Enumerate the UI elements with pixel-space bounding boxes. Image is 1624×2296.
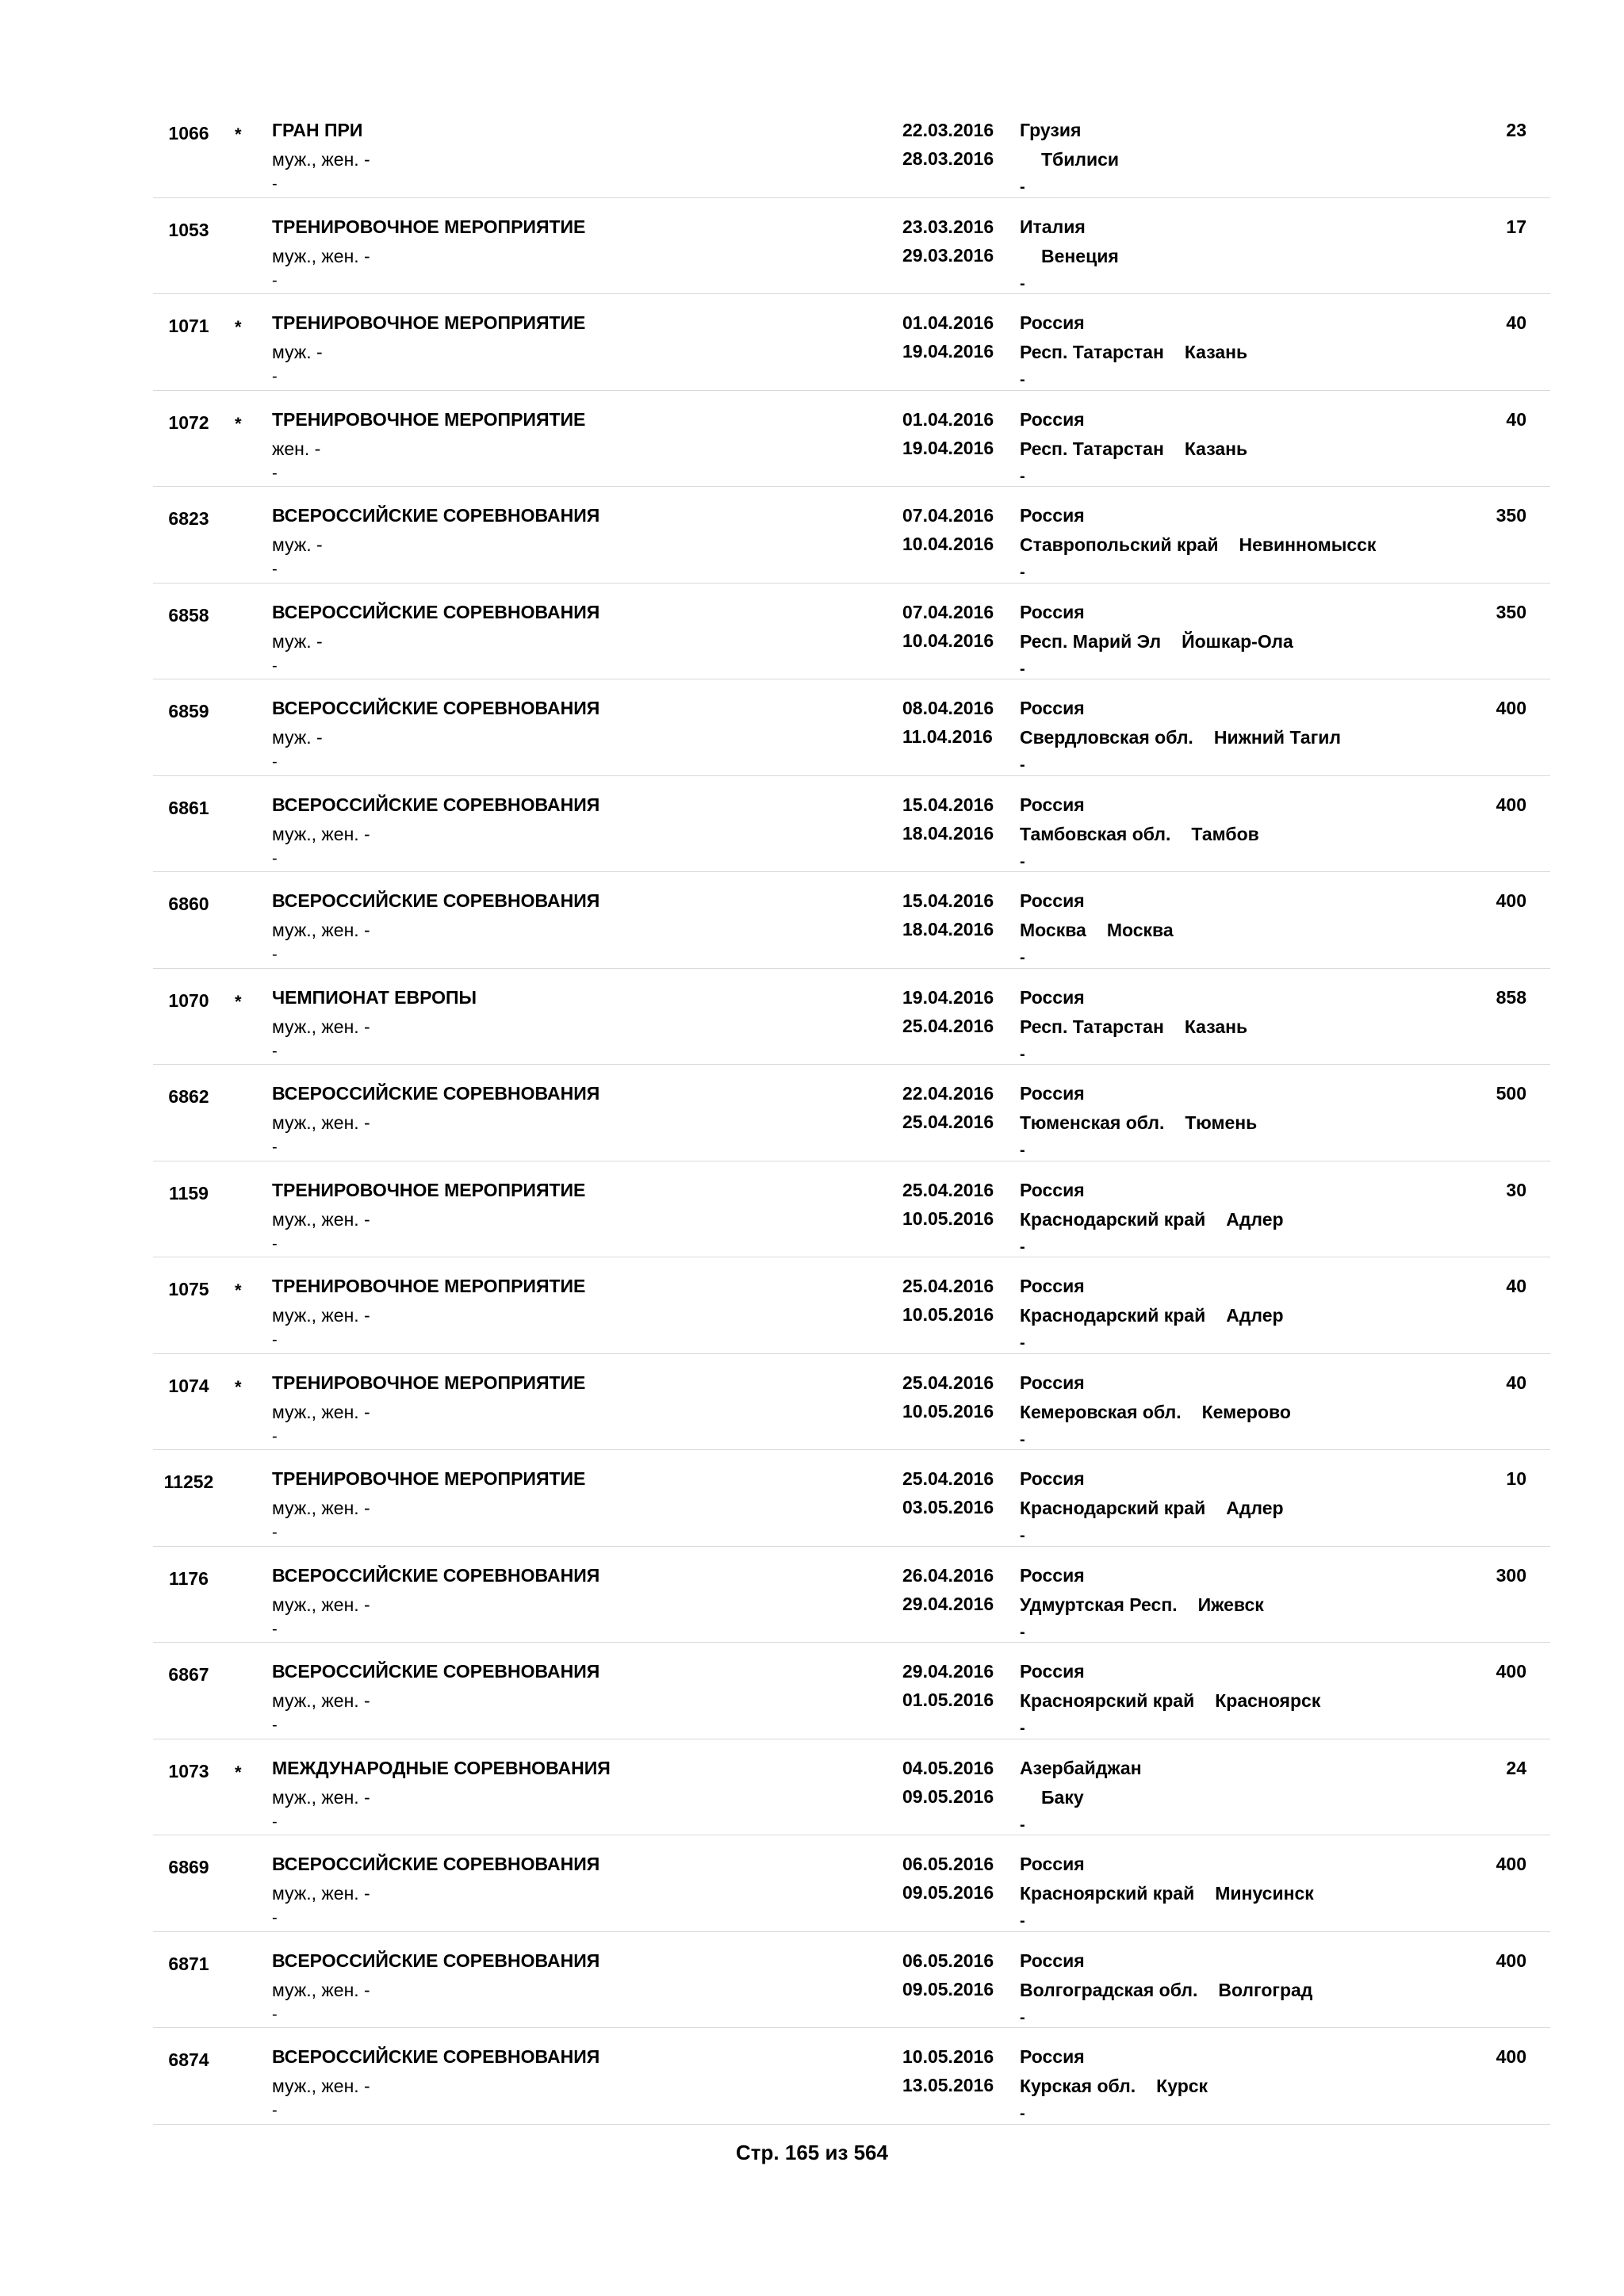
event-date-start: 01.04.2016 <box>902 408 994 430</box>
event-region: Тамбовская обл. <box>1020 823 1171 844</box>
event-note: - <box>272 1234 278 1253</box>
event-participants: 400 <box>1496 794 1526 815</box>
event-date-start: 07.04.2016 <box>902 505 994 526</box>
event-row <box>153 872 1550 969</box>
event-location <box>1020 530 1376 559</box>
event-venue: - <box>1020 949 1025 966</box>
event-gender: жен. - <box>272 438 321 459</box>
event-date-end: 18.04.2016 <box>902 919 994 939</box>
event-location <box>1020 820 1259 848</box>
event-note: - <box>272 1909 278 1927</box>
event-date-start: 25.04.2016 <box>902 1372 994 1393</box>
event-location <box>1020 723 1341 752</box>
event-date-end: 25.04.2016 <box>902 1112 994 1132</box>
events-list <box>153 101 1550 2125</box>
event-name: ВСЕРОССИЙСКИЕ СОРЕВНОВАНИЯ <box>272 505 600 526</box>
event-city: Минусинск <box>1215 1883 1314 1904</box>
event-note: - <box>272 271 278 289</box>
event-location <box>1020 1783 1084 1812</box>
event-region: Респ. Марий Эл <box>1020 630 1162 652</box>
event-date-end: 10.05.2016 <box>902 1207 994 1229</box>
event-region: Красноярский край <box>1020 1690 1195 1711</box>
event-row <box>153 584 1550 680</box>
event-region: Респ. Татарстан <box>1020 342 1164 362</box>
event-row <box>153 1354 1550 1451</box>
event-note: - <box>272 1716 278 1734</box>
event-city: Тбилиси <box>1041 149 1120 170</box>
event-name: ТРЕНИРОВОЧНОЕ МЕРОПРИЯТИЕ <box>272 1179 586 1200</box>
event-location <box>1020 1879 1314 1908</box>
event-participants: 10 <box>1506 1468 1526 1489</box>
event-id: 1071 <box>168 316 209 336</box>
event-gender: муж., жен. - <box>272 1208 370 1230</box>
event-name: МЕЖДУНАРОДНЫЕ СОРЕВНОВАНИЯ <box>272 1757 611 1778</box>
event-gender: муж., жен. - <box>272 2076 370 2096</box>
event-star-mark: * <box>235 1376 242 1397</box>
event-date-start: 01.04.2016 <box>902 312 994 333</box>
event-location <box>1020 1301 1284 1330</box>
event-gender: муж., жен. - <box>272 1594 370 1615</box>
event-city: Тюмень <box>1185 1112 1258 1133</box>
event-gender: муж., жен. - <box>272 149 370 170</box>
event-gender: муж., жен. - <box>272 920 370 940</box>
event-gender: муж., жен. - <box>272 1016 370 1037</box>
event-name: ГРАН ПРИ <box>272 120 363 140</box>
event-date-end: 11.04.2016 <box>902 726 993 747</box>
event-city: Невинномысск <box>1239 534 1377 555</box>
event-venue: - <box>1020 564 1025 581</box>
event-note: - <box>272 656 278 675</box>
event-note: - <box>272 175 278 193</box>
event-date-end: 10.05.2016 <box>902 1400 994 1422</box>
event-date-start: 06.05.2016 <box>902 1854 994 1874</box>
event-note: - <box>272 2102 278 2119</box>
event-date-end: 09.05.2016 <box>902 1785 994 1807</box>
event-star-mark: * <box>235 413 242 434</box>
event-region: Краснодарский край <box>1020 1305 1206 1326</box>
event-row <box>153 2028 1550 2125</box>
event-location <box>1020 916 1174 944</box>
event-date-start: 29.04.2016 <box>902 1661 994 1682</box>
event-country: Россия <box>1020 1468 1085 1489</box>
event-date-end: 25.04.2016 <box>902 1015 994 1036</box>
event-row <box>153 776 1550 873</box>
event-note: - <box>272 464 278 482</box>
event-participants: 40 <box>1506 1276 1526 1296</box>
event-country: Россия <box>1020 986 1085 1008</box>
event-id: 1053 <box>168 219 209 240</box>
event-name: ТРЕНИРОВОЧНОЕ МЕРОПРИЯТИЕ <box>272 216 586 237</box>
event-id: 1066 <box>168 123 209 144</box>
event-date-start: 10.05.2016 <box>902 2046 994 2067</box>
event-id: 1072 <box>168 411 209 433</box>
event-gender: муж. - <box>272 727 323 748</box>
event-date-start: 23.03.2016 <box>902 216 994 237</box>
event-participants: 400 <box>1496 1950 1526 1971</box>
event-city: Казань <box>1184 438 1248 459</box>
event-row <box>153 1450 1550 1547</box>
event-city: Йошкар-Ола <box>1182 630 1293 652</box>
event-date-end: 13.05.2016 <box>902 2075 994 2095</box>
event-date-end: 10.05.2016 <box>902 1304 994 1325</box>
event-participants: 400 <box>1496 698 1526 718</box>
event-date-end: 10.04.2016 <box>902 534 994 554</box>
event-note: - <box>272 1812 278 1831</box>
event-id: 6859 <box>168 701 209 721</box>
event-name: ВСЕРОССИЙСКИЕ СОРЕВНОВАНИЯ <box>272 1854 600 1874</box>
event-venue: - <box>1020 1527 1025 1544</box>
event-country: Россия <box>1020 312 1085 333</box>
event-location <box>1020 1686 1320 1715</box>
event-country: Россия <box>1020 1661 1085 1682</box>
event-date-start: 08.04.2016 <box>902 698 994 718</box>
event-id: 6860 <box>168 894 209 914</box>
event-venue: - <box>1020 467 1025 485</box>
event-region: Кемеровская обл. <box>1020 1401 1182 1422</box>
event-city: Адлер <box>1226 1305 1284 1326</box>
event-city: Адлер <box>1226 1498 1284 1518</box>
event-country: Россия <box>1020 1854 1085 1874</box>
event-gender: муж. - <box>272 342 323 362</box>
event-date-end: 28.03.2016 <box>902 148 994 169</box>
event-date-start: 22.03.2016 <box>902 120 994 140</box>
event-star-mark: * <box>235 1762 242 1782</box>
event-gender: муж., жен. - <box>272 1112 370 1133</box>
event-participants: 400 <box>1496 2046 1526 2067</box>
event-region: Москва <box>1020 920 1086 940</box>
event-location <box>1020 1976 1312 2004</box>
event-venue: - <box>1020 1912 1025 1930</box>
event-note: - <box>272 1620 278 1638</box>
event-id: 6861 <box>168 797 209 818</box>
event-location <box>1020 1012 1247 1041</box>
event-date-start: 25.04.2016 <box>902 1468 994 1489</box>
event-city: Тамбов <box>1191 823 1259 844</box>
event-row <box>153 1739 1550 1836</box>
event-name: ТРЕНИРОВОЧНОЕ МЕРОПРИЯТИЕ <box>272 312 586 333</box>
event-gender: муж., жен. - <box>272 823 370 844</box>
event-location <box>1020 1205 1284 1234</box>
event-city: Красноярск <box>1215 1690 1321 1711</box>
event-name: ТРЕНИРОВОЧНОЕ МЕРОПРИЯТИЕ <box>272 1372 586 1393</box>
event-location <box>1020 1108 1257 1137</box>
event-note: - <box>272 2005 278 2023</box>
event-id: 1070 <box>168 989 209 1011</box>
event-star-mark: * <box>235 1280 242 1300</box>
event-name: ВСЕРОССИЙСКИЕ СОРЕВНОВАНИЯ <box>272 890 600 911</box>
event-name: ВСЕРОССИЙСКИЕ СОРЕВНОВАНИЯ <box>272 794 600 815</box>
event-location <box>1020 1590 1264 1619</box>
event-city: Баку <box>1041 1786 1084 1808</box>
event-row <box>153 1065 1550 1161</box>
event-id: 6823 <box>168 508 209 529</box>
event-participants: 40 <box>1506 312 1526 333</box>
event-country: Россия <box>1020 698 1085 718</box>
event-name: ВСЕРОССИЙСКИЕ СОРЕВНОВАНИЯ <box>272 1950 600 1971</box>
event-country: Россия <box>1020 1179 1085 1200</box>
event-country: Италия <box>1020 216 1086 237</box>
event-date-start: 15.04.2016 <box>902 890 994 911</box>
event-country: Россия <box>1020 1564 1085 1586</box>
event-location <box>1020 1494 1284 1522</box>
event-gender: муж., жен. - <box>272 1498 370 1518</box>
event-name: ТРЕНИРОВОЧНОЕ МЕРОПРИЯТИЕ <box>272 1468 586 1489</box>
event-date-end: 10.04.2016 <box>902 629 994 651</box>
event-location <box>1020 434 1247 463</box>
event-date-start: 26.04.2016 <box>902 1564 994 1586</box>
event-star-mark: * <box>235 317 242 337</box>
event-name: ВСЕРОССИЙСКИЕ СОРЕВНОВАНИЯ <box>272 2046 600 2067</box>
event-note: - <box>272 753 278 771</box>
event-id: 11252 <box>163 1471 214 1492</box>
event-date-start: 06.05.2016 <box>902 1950 994 1971</box>
event-participants: 858 <box>1496 986 1526 1008</box>
event-location <box>1020 242 1119 270</box>
event-venue: - <box>1020 2008 1025 2026</box>
event-region: Тюменская обл. <box>1020 1112 1165 1133</box>
event-gender: муж., жен. - <box>272 1305 370 1326</box>
event-row <box>153 101 1550 198</box>
event-venue: - <box>1020 1334 1025 1352</box>
event-date-start: 07.04.2016 <box>902 601 994 622</box>
event-country: Россия <box>1020 794 1085 815</box>
event-city: Венеция <box>1041 245 1119 266</box>
event-venue: - <box>1020 1720 1025 1737</box>
event-note: - <box>272 946 278 963</box>
event-venue: - <box>1020 1142 1025 1159</box>
event-venue: - <box>1020 2105 1025 2122</box>
event-name: ЧЕМПИОНАТ ЕВРОПЫ <box>272 986 477 1008</box>
event-country: Россия <box>1020 505 1085 526</box>
page-number: Стр. 165 из 564 <box>736 2141 888 2164</box>
event-row <box>153 1547 1550 1644</box>
event-region: Свердловская обл. <box>1020 727 1193 748</box>
event-name: ВСЕРОССИЙСКИЕ СОРЕВНОВАНИЯ <box>272 601 600 622</box>
event-gender: муж. - <box>272 630 323 652</box>
event-name: ТРЕНИРОВОЧНОЕ МЕРОПРИЯТИЕ <box>272 1276 586 1296</box>
event-gender: муж., жен. - <box>272 1690 370 1711</box>
event-country: Россия <box>1020 1372 1085 1393</box>
event-gender: муж., жен. - <box>272 1979 370 2000</box>
event-date-end: 03.05.2016 <box>902 1497 994 1517</box>
event-row <box>153 679 1550 776</box>
event-venue: - <box>1020 1816 1025 1834</box>
event-region: Волгоградская обл. <box>1020 1979 1198 2000</box>
event-name: ВСЕРОССИЙСКИЕ СОРЕВНОВАНИЯ <box>272 1564 600 1586</box>
event-region: Удмуртская Респ. <box>1020 1594 1178 1615</box>
event-participants: 17 <box>1506 216 1526 237</box>
event-date-end: 09.05.2016 <box>902 1978 994 1999</box>
event-city: Ижевск <box>1197 1594 1264 1615</box>
event-row <box>153 198 1550 295</box>
event-region: Респ. Татарстан <box>1020 1016 1164 1037</box>
event-id: 1073 <box>168 1760 209 1781</box>
event-row <box>153 969 1550 1066</box>
event-venue: - <box>1020 1623 1025 1641</box>
event-row <box>153 1835 1550 1932</box>
event-city: Казань <box>1184 342 1248 362</box>
event-row <box>153 1257 1550 1354</box>
event-country: Россия <box>1020 408 1085 430</box>
event-name: ВСЕРОССИЙСКИЕ СОРЕВНОВАНИЯ <box>272 1083 600 1104</box>
event-id: 1159 <box>169 1182 209 1203</box>
event-row <box>153 391 1550 488</box>
event-location <box>1020 2072 1208 2100</box>
event-date-start: 19.04.2016 <box>902 986 994 1008</box>
event-participants: 30 <box>1506 1179 1526 1200</box>
event-country: Азербайджан <box>1020 1757 1142 1778</box>
event-note: - <box>272 1138 278 1156</box>
event-country: Россия <box>1020 890 1085 911</box>
event-date-end: 29.04.2016 <box>902 1593 994 1614</box>
event-participants: 400 <box>1496 890 1526 911</box>
event-date-end: 18.04.2016 <box>902 822 994 844</box>
event-id: 6869 <box>168 1857 209 1877</box>
event-date-start: 25.04.2016 <box>902 1276 994 1296</box>
event-city: Курск <box>1156 2076 1208 2096</box>
event-region: Краснодарский край <box>1020 1208 1206 1230</box>
event-venue: - <box>1020 1045 1025 1063</box>
event-id: 6862 <box>168 1086 209 1107</box>
event-row <box>153 1932 1550 2029</box>
event-venue: - <box>1020 178 1025 196</box>
event-star-mark: * <box>235 124 242 144</box>
event-id: 6858 <box>168 604 209 626</box>
event-participants: 350 <box>1496 505 1526 526</box>
event-note: - <box>272 1427 278 1445</box>
event-id: 1176 <box>169 1567 209 1589</box>
event-participants: 500 <box>1496 1083 1526 1104</box>
event-country: Россия <box>1020 2046 1085 2067</box>
event-participants: 400 <box>1496 1854 1526 1874</box>
event-date-end: 29.03.2016 <box>902 244 994 266</box>
event-row <box>153 487 1550 584</box>
event-location <box>1020 627 1293 656</box>
event-participants: 24 <box>1506 1757 1526 1778</box>
event-date-end: 01.05.2016 <box>902 1689 994 1710</box>
event-name: ВСЕРОССИЙСКИЕ СОРЕВНОВАНИЯ <box>272 1661 600 1682</box>
event-venue: - <box>1020 852 1025 871</box>
event-id: 6871 <box>168 1953 209 1974</box>
event-venue: - <box>1020 274 1025 293</box>
event-country: Россия <box>1020 1083 1085 1104</box>
event-participants: 350 <box>1496 601 1526 622</box>
event-venue: - <box>1020 756 1025 774</box>
event-region: Краснодарский край <box>1020 1498 1206 1518</box>
event-city: Нижний Тагил <box>1213 727 1342 748</box>
event-region: Респ. Татарстан <box>1020 438 1164 459</box>
event-venue: - <box>1020 371 1025 388</box>
event-date-start: 25.04.2016 <box>902 1179 994 1200</box>
event-id: 6874 <box>168 2049 209 2070</box>
event-participants: 300 <box>1496 1564 1526 1586</box>
event-venue: - <box>1020 1238 1025 1256</box>
event-country: Россия <box>1020 1276 1085 1296</box>
event-note: - <box>272 1524 278 1541</box>
event-city: Адлер <box>1226 1208 1284 1230</box>
event-id: 6867 <box>168 1664 209 1685</box>
event-date-end: 19.04.2016 <box>902 437 994 458</box>
event-city: Кемерово <box>1201 1401 1291 1422</box>
event-country: Россия <box>1020 1950 1085 1971</box>
event-row <box>153 294 1550 391</box>
event-date-start: 15.04.2016 <box>902 794 994 815</box>
event-date-end: 09.05.2016 <box>902 1882 994 1903</box>
event-date-end: 19.04.2016 <box>902 341 994 362</box>
event-note: - <box>272 1331 278 1349</box>
event-gender: муж., жен. - <box>272 1883 370 1904</box>
event-gender: муж., жен. - <box>272 1401 370 1422</box>
event-name: ТРЕНИРОВОЧНОЕ МЕРОПРИЯТИЕ <box>272 408 586 430</box>
event-region: Курская обл. <box>1020 2076 1136 2096</box>
event-region: Ставропольский край <box>1020 534 1219 555</box>
event-participants: 40 <box>1506 408 1526 430</box>
event-venue: - <box>1020 660 1025 678</box>
event-city: Казань <box>1184 1016 1248 1037</box>
event-participants: 23 <box>1506 120 1526 140</box>
event-date-start: 04.05.2016 <box>902 1757 994 1778</box>
event-city: Волгоград <box>1218 1979 1313 2000</box>
event-row <box>153 1161 1550 1258</box>
event-gender: муж., жен. - <box>272 245 370 266</box>
event-note: - <box>272 368 278 385</box>
event-row <box>153 1643 1550 1739</box>
event-country: Россия <box>1020 601 1085 622</box>
event-participants: 400 <box>1496 1661 1526 1682</box>
event-gender: муж., жен. - <box>272 1786 370 1808</box>
event-participants: 40 <box>1506 1372 1526 1393</box>
event-note: - <box>272 849 278 867</box>
event-location <box>1020 1398 1291 1426</box>
event-name: ВСЕРОССИЙСКИЕ СОРЕВНОВАНИЯ <box>272 698 600 718</box>
event-city: Москва <box>1106 920 1174 940</box>
event-location <box>1020 145 1119 174</box>
event-id: 1075 <box>168 1279 209 1299</box>
event-note: - <box>272 1042 278 1060</box>
event-id: 1074 <box>168 1375 209 1396</box>
event-gender: муж. - <box>272 534 323 555</box>
event-star-mark: * <box>235 991 242 1012</box>
event-venue: - <box>1020 1430 1025 1448</box>
event-note: - <box>272 561 278 578</box>
event-region: Красноярский край <box>1020 1883 1195 1904</box>
event-location <box>1020 338 1247 366</box>
event-country: Грузия <box>1020 120 1082 140</box>
event-date-start: 22.04.2016 <box>902 1083 994 1104</box>
